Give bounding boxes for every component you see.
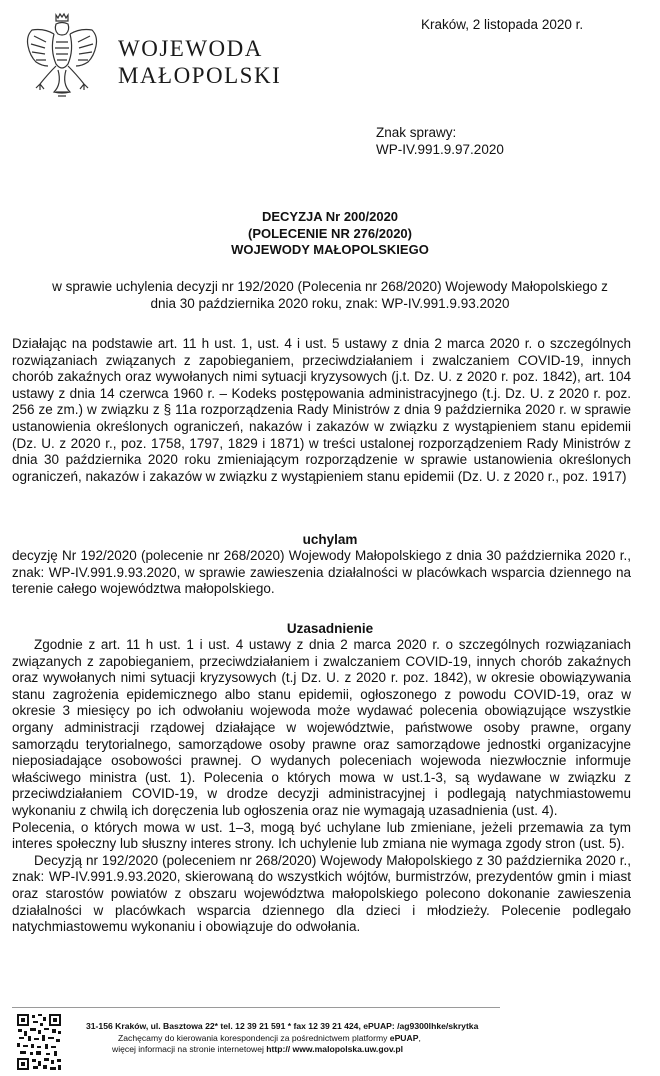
title-line3: WOJEWODY MAŁOPOLSKIEGO: [231, 242, 429, 257]
decision-paragraph: decyzję Nr 192/2020 (polecenie nr 268/2020) Wojewody Małopolskiego z dnia 30 października 2020 r., znak: WP-IV.991.9.93.2020, w sprawie zawieszenia działalności w placówkach wsparcia dziennego na terenie całego województwa małopolskiego.: [12, 548, 631, 597]
title-line2: (POLECENIE NR 276/2020): [247, 225, 412, 241]
polish-eagle-emblem-icon: [22, 12, 102, 102]
footer-epuap-prefix: Zachęcamy do kierowania korespondencji za pośrednictwem platformy: [118, 1032, 390, 1043]
subject-line2: dnia 30 października 2020 roku, znak: WP-IV.991.9.93.2020: [150, 296, 510, 311]
footer-web-line: [86, 1044, 478, 1056]
justification-heading: Uzasadnienie: [286, 621, 374, 636]
legal-basis-paragraph: Działając na podstawie art. 11 h ust. 1, ust. 4 i ust. 5 ustawy z dnia 2 marca 2020 r. o szczególnych rozwiązaniach związanych z zapobieganiem, przeciwdziałaniem i zwalczaniem COVID-19, innych chorób zakaźnych oraz wywołanych nimi sytuacji kryzysowych (j.t. Dz. U. z 2020 r. poz. 1842), art. 104 ustawy z dnia 14 czerwca 1960 r. – Kodeks postępowania administracyjnego (t.j. Dz. U. z 2020 r. poz. 256 ze zm.) w związku z § 11a rozporządzenia Rady Ministrów z dnia 9 października 2020 r. w sprawie ustanowienia określonych ograniczeń, nakazów i zakazów w związku z wystąpieniem stanu epidemii (Dz. U. z 2020 r., poz. 1758, 1797, 1829 i 1871) w treści ustalonej rozporządzeniem Rady Ministrów z dnia 30 października 2020 roku zmieniającym rozporządzenie w sprawie ustanowienia określonych ograniczeń, nakazów i zakazów w związku z wystąpieniem stanu epidemii (Dz. U. z 2020 r., poz. 1917): [12, 336, 631, 484]
decision-heading: uchylam: [302, 532, 358, 547]
footer-contact: [86, 1021, 478, 1056]
qr-code-icon[interactable]: [16, 1013, 62, 1071]
case-number: WP-IV.991.9.97.2020: [376, 142, 504, 157]
case-label: Znak sprawy:: [376, 125, 457, 140]
justification-body: [12, 637, 631, 936]
subject-line1: w sprawie uchylenia decyzji nr 192/2020 (Polecenia nr 268/2020) Wojewody Małopolskiego z: [52, 279, 608, 294]
footer-address: 31-156 Kraków, ul. Basztowa 22* tel. 12 39 21 591 * fax 12 39 21 424, ePUAP: /ag9300lhke/skrytka: [86, 1021, 479, 1031]
justification-paragraph-2: Polecenia, o których mowa w ust. 1–3, mogą być uchylane lub zmieniane, jeżeli przemawia za tym interes społeczny lub słuszny interes strony. Ich uchylenie lub zmiana nie wymaga zgody stron (ust. 5).: [12, 819, 631, 852]
decision-subject: [12, 278, 648, 312]
letterhead-title: [118, 35, 281, 89]
epuap-link[interactable]: ePUAP: [389, 1032, 419, 1043]
website-link[interactable]: http:// www.malopolska.uw.gov.pl: [266, 1044, 403, 1054]
letterhead-line2: MAŁOPOLSKI: [118, 63, 282, 88]
decision-title: [0, 209, 660, 259]
justification-paragraph-3: Decyzją nr 192/2020 (poleceniem nr 268/2020) Wojewody Małopolskiego z 30 października 2020 r., znak: WP-IV.991.9.93.2020, skierowaną do wszystkich wójtów, burmistrzów, prezydentów gmin i miast oraz starostów powiatów z obszaru województwa małopolskiego polecono dokonanie zawieszenia działalności w placówkach wsparcia dziennego dla dzieci i młodzieży. Polecenie podlegało natychmiastowemu wykonaniu i obowiązuje do odwołania.: [12, 852, 631, 935]
footer-epuap-suffix: ,: [418, 1032, 421, 1043]
footer-web-prefix: więcej informacji na stronie internetowej: [112, 1044, 267, 1054]
title-line1: DECYZJA Nr 200/2020: [261, 209, 399, 224]
justification-paragraph-1: Zgodnie z art. 11 h ust. 1 i ust. 4 ustawy z dnia 2 marca 2020 r. o szczególnych rozwiązaniach związanych z zapobieganiem, przeciwdziałaniem i zwalczaniem COVID-19, innych chorób zakaźnych oraz wywołanych nimi sytuacji kryzysowych (t.j Dz. U. z 2020 r. poz. 1842), w okresie obowiązywania stanu zagrożenia epidemicznego albo stanu epidemii, ogłoszonego z powodu COVID-19, oraz w okresie 3 miesięcy po ich odwołaniu wojewoda może wydawać polecenia obowiązujące wszystkie organy administracji rządowej działające w województwie, państwowe osoby prawne, organy samorządu terytorialnego, samorządowe osoby prawne oraz samorządowe jednostki organizacyjne nieposiadające osobowości prawnej. O wydanych poleceniach wojewoda niezwłocznie informuje właściwego ministra (ust. 1). Polecenia o których mowa w ust.1-3, są wydawane w związku z przeciwdziałaniem COVID-19, w drodze decyzji administracyjnej i podlegają natychmiastowemu wykonaniu z chwilą ich doręczenia lub ogłoszenia oraz nie wymagają uzasadnienia (ust. 4).: [12, 637, 631, 818]
footer-epuap-line: [86, 1033, 478, 1045]
case-reference: [376, 124, 504, 158]
letterhead-line1: WOJEWODA: [118, 36, 263, 61]
document-date: Kraków, 2 listopada 2020 r.: [421, 17, 584, 32]
footer-divider: [12, 1007, 500, 1008]
